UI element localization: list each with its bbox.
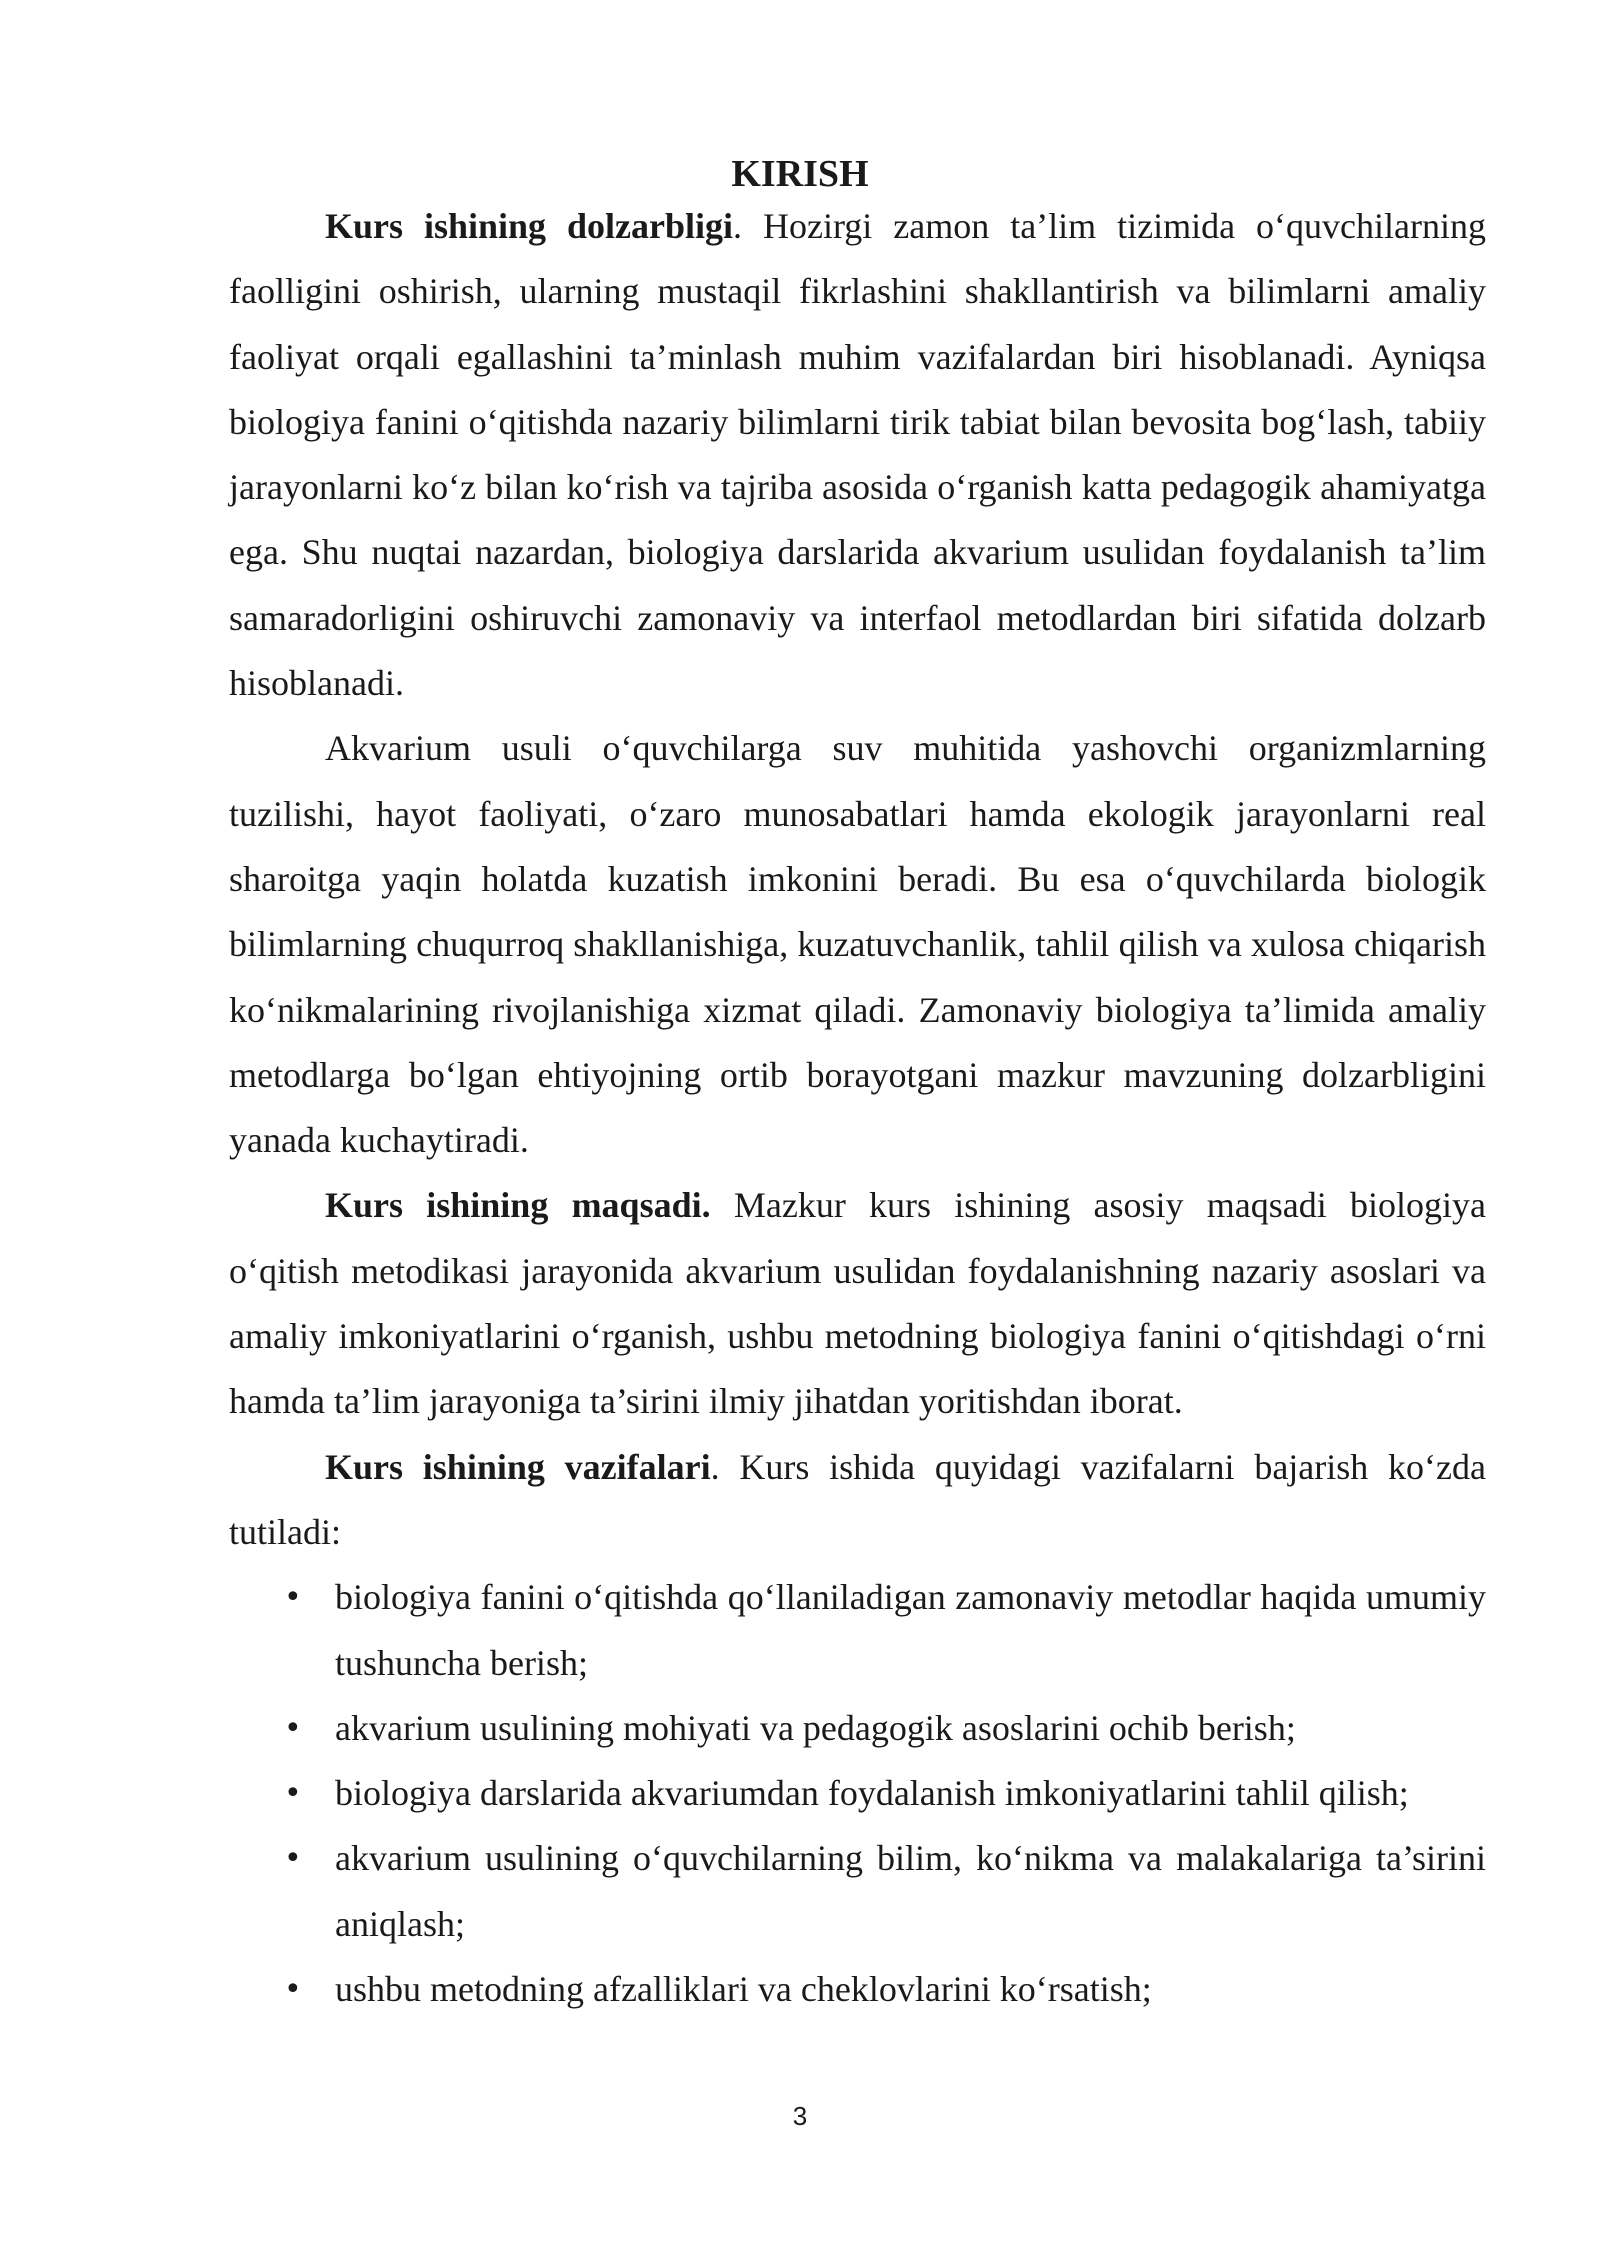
bullet-icon: • (284, 1841, 302, 1877)
task-list (229, 1565, 1486, 2022)
list-item (229, 1826, 1486, 1957)
paragraph-heading: Kurs ishining dolzarbligi (325, 206, 734, 246)
bullet-icon: • (284, 1776, 302, 1812)
paragraph-heading: Kurs ishining vazifalari (325, 1446, 711, 1487)
page-number: 3 (792, 2101, 808, 2131)
document-title: KIRISH (731, 153, 869, 195)
paragraph-goal (229, 1173, 1486, 1434)
list-item-text: biologiya fanini o‘qitishda qo‘llaniladigan zamonaviy metodlar haqida umumiy tushuncha berish; (335, 1577, 1486, 1683)
list-item-text: biologiya darslarida akvariumdan foydalanish imkoniyatlarini tahlil qilish; (335, 1773, 1409, 1814)
paragraph-text: Akvarium usuli o‘quvchilarga suv muhitida yashovchi organizmlarning tuzilishi, hayot faoliyati, o‘zaro munosabatlari hamda ekologik jarayonlarni real sharoitga yaqin holatda kuzatish imkonini beradi. Bu esa o‘quvchilarda biologik bilimlarning chuqurroq shakllanishiga, kuzatuvchanlik, tahlil qilish va xulosa chiqarish ko‘nikmalarining rivojlanishiga xizmat qiladi. Zamonaviy biologiya ta’limida amaliy metodlarga bo‘lgan ehtiyojning ortib borayotgani mazkur mavzuning dolzarbligini yanada kuchaytiradi. (229, 728, 1486, 1161)
document-body (229, 194, 1486, 2022)
list-item (229, 1957, 1486, 2022)
paragraph-text: Mazkur kurs ishining asosiy maqsadi biologiya o‘qitish metodikasi jarayonida akvarium usulidan foydalanishning nazariy asoslari va amaliy imkoniyatlarini o‘rganish, ushbu metodning biologiya fanini o‘qitishdagi o‘rni hamda ta’lim jarayoniga ta’sirini ilmiy jihatdan yoritishdan iborat. (229, 1185, 1486, 1422)
paragraph-relevance (229, 194, 1486, 716)
list-item-text: ushbu metodning afzalliklari va cheklovlarini ko‘rsatish; (335, 1969, 1152, 2010)
list-item-text: akvarium usulining mohiyati va pedagogik asoslarini ochib berish; (335, 1707, 1296, 1748)
bullet-icon: • (284, 1710, 302, 1746)
list-item (229, 1565, 1486, 1696)
list-item (229, 1696, 1486, 1761)
paragraph-text: . Kurs ishida quyidagi vazifalarni bajarish ko‘zda tutiladi: (229, 1446, 1486, 1552)
paragraph-text: . Hozirgi zamon ta’lim tizimida o‘quvchilarning faolligini oshirish, ularning mustaqil fikrlashini shakllantirish va bilimlarni amaliy faoliyat orqali egallashini ta’minlash muhim vazifalardan biri hisoblanadi. Ayniqsa biologiya fanini o‘qitishda nazariy bilimlarni tirik tabiat bilan bevosita bog‘lash, tabiiy jarayonlarni ko‘z bilan ko‘rish va tajriba asosida o‘rganish katta pedagogik ahamiyatga ega. Shu nuqtai nazardan, biologiya darslarida akvarium usulidan foydalanish ta’lim samaradorligini oshiruvchi zamonaviy va interfaol metodlardan biri sifatida dolzarb hisoblanadi. (229, 206, 1486, 704)
paragraph-heading: Kurs ishining maqsadi. (325, 1185, 711, 1226)
list-item (229, 1761, 1486, 1826)
paragraph-tasks (229, 1435, 1486, 1566)
bullet-icon: • (284, 1580, 302, 1616)
list-item-text: akvarium usulining o‘quvchilarning bilim, ko‘nikma va malakalariga ta’sirini aniqlash; (335, 1838, 1486, 1944)
paragraph-aquarium-method (229, 716, 1486, 1173)
bullet-icon: • (284, 1972, 302, 2008)
